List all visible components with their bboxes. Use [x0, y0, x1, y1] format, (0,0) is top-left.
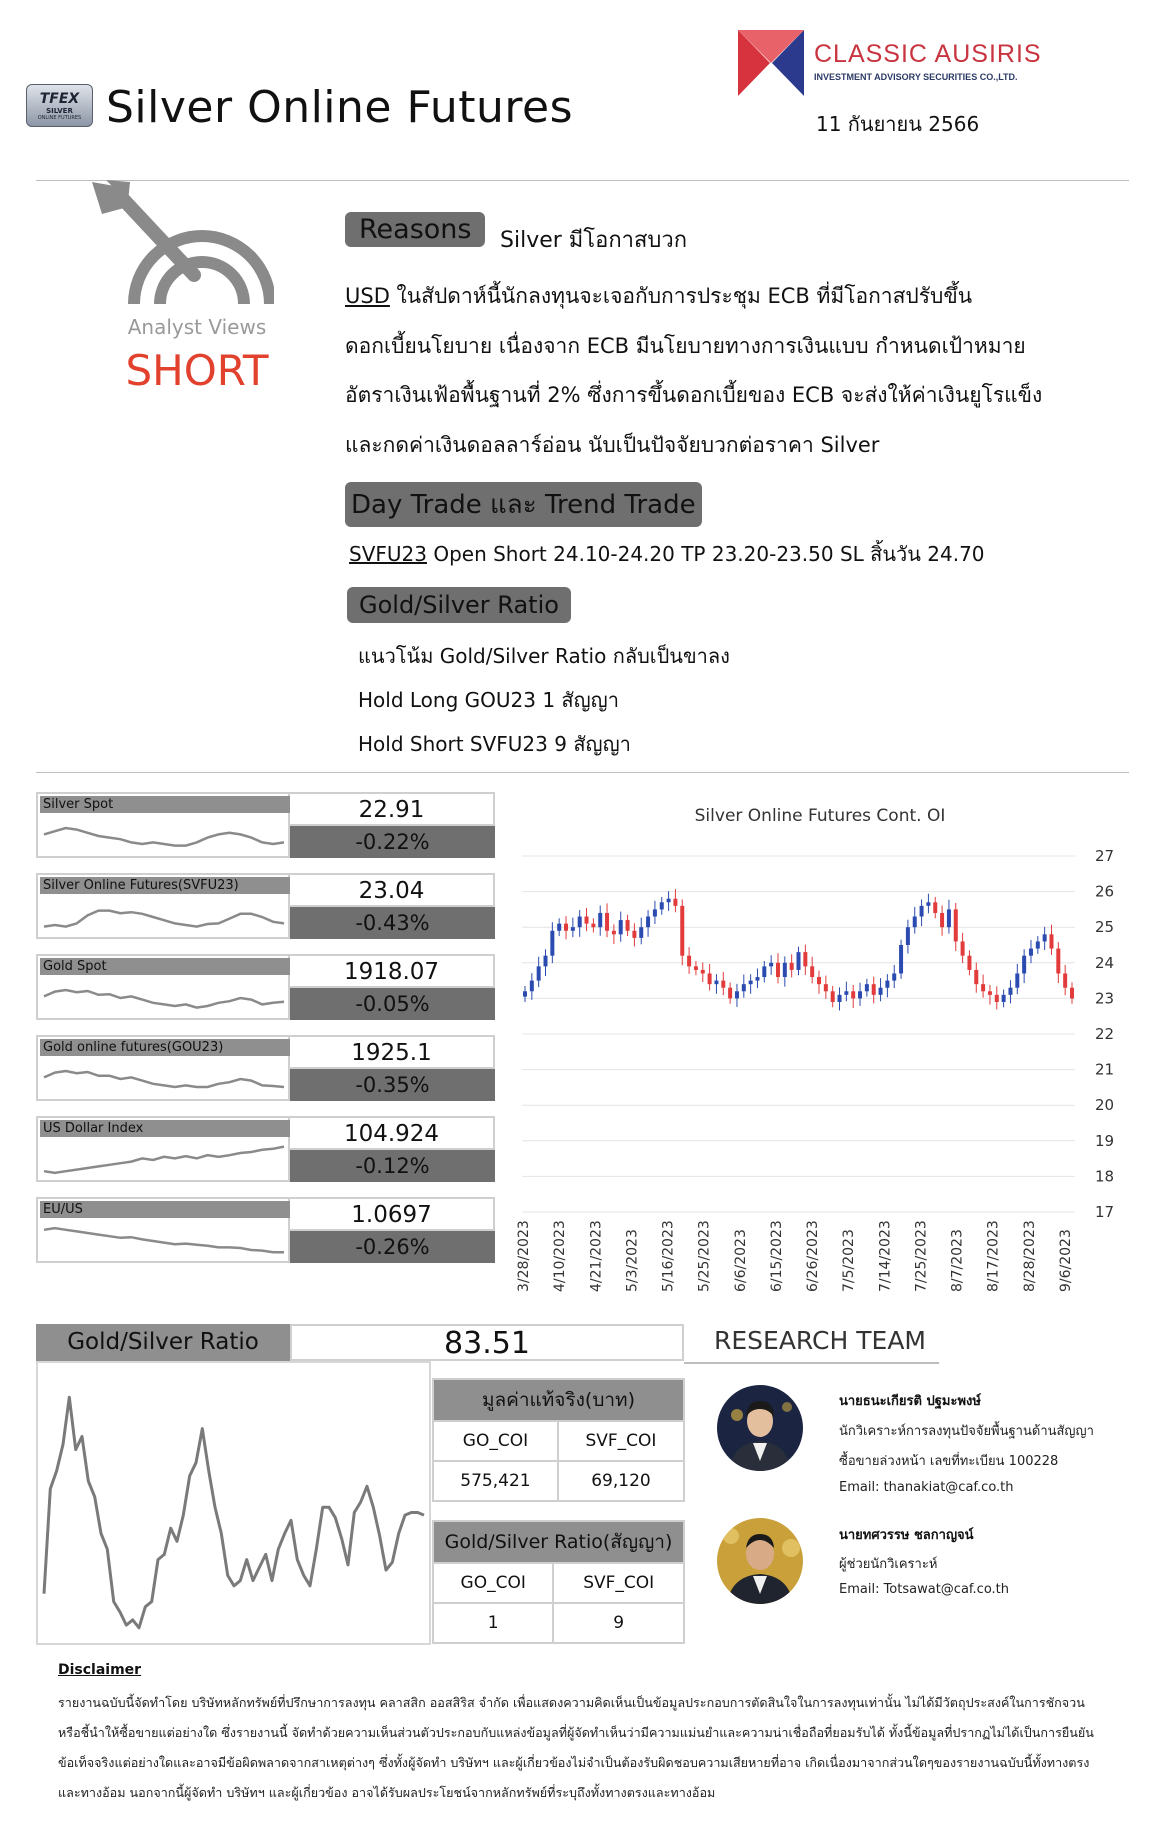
- candle-body: [906, 927, 910, 945]
- sparkline-line: [44, 1071, 284, 1087]
- candle-body: [680, 906, 684, 956]
- candle-body: [762, 966, 766, 977]
- analyst-avatar: [717, 1385, 803, 1471]
- candle-body: [1063, 973, 1067, 987]
- card-label: EU/US: [40, 1201, 290, 1218]
- candle-body: [810, 966, 814, 977]
- y-tick-label: 26: [1095, 882, 1115, 901]
- candle-body: [523, 991, 527, 996]
- market-card: [36, 954, 495, 1020]
- candle-body: [817, 977, 821, 984]
- sparkline-line: [44, 1147, 284, 1173]
- candle-body: [995, 995, 999, 1002]
- sparkline-box: [36, 954, 290, 1020]
- candle-body: [961, 941, 965, 955]
- candle-body: [899, 945, 903, 973]
- candle-body: [1056, 949, 1060, 974]
- candle-body: [824, 984, 828, 991]
- candle-body: [844, 991, 848, 995]
- x-tick-label: 8/17/2023: [985, 1220, 1002, 1292]
- reasons-headline: Silver มีโอกาสบวก: [500, 228, 688, 253]
- candle-body: [858, 991, 862, 998]
- reason-text: ในสัปดาห์นี้นักลงทุนจะเจอกับการประชุม ECB ที่มีโอกาสปรับขึ้น: [389, 284, 973, 308]
- card-value: 1925.1: [290, 1035, 495, 1069]
- y-tick-label: 23: [1095, 989, 1115, 1008]
- candle-body: [571, 927, 575, 931]
- trade-strategy: [349, 538, 985, 570]
- candle-body: [851, 991, 855, 998]
- assistant-avatar: [717, 1518, 803, 1604]
- candle-body: [564, 924, 568, 931]
- candle-body: [1015, 973, 1019, 987]
- candle-body: [591, 924, 595, 928]
- candle-body: [728, 988, 732, 999]
- y-tick-label: 25: [1095, 918, 1115, 937]
- x-tick-label: 7/5/2023: [841, 1229, 858, 1292]
- analyst-views-label: Analyst Views: [127, 315, 267, 339]
- x-tick-label: 7/14/2023: [877, 1220, 894, 1292]
- coi-header-go: GO_COI: [433, 1421, 558, 1461]
- candle-body: [790, 963, 794, 970]
- candle-body: [1036, 941, 1040, 948]
- market-card: [36, 792, 495, 858]
- candle-body: [612, 931, 616, 935]
- research-underline: [684, 1362, 939, 1364]
- ratio-chart-box: [36, 1361, 431, 1645]
- reason-keyword: USD: [345, 284, 390, 308]
- candle-body: [954, 909, 958, 941]
- candle-body: [879, 988, 883, 995]
- candle-body: [783, 963, 787, 977]
- candle-body: [605, 913, 609, 931]
- x-tick-label: 9/6/2023: [1058, 1229, 1074, 1292]
- disclaimer-text: [58, 1688, 1128, 1808]
- gold-silver-ratio-pill: Gold/Silver Ratio: [347, 587, 571, 623]
- y-tick-label: 20: [1095, 1096, 1115, 1115]
- market-card: [36, 1197, 495, 1263]
- ratio-table-title: Gold/Silver Ratio(สัญญา): [433, 1521, 684, 1563]
- x-tick-label: 4/10/2023: [552, 1220, 569, 1292]
- y-tick-label: 19: [1095, 1131, 1115, 1150]
- ratio-strategy-line: Hold Long GOU23 1 สัญญา: [358, 688, 619, 712]
- candle-body: [742, 984, 746, 991]
- candle-body: [550, 931, 554, 956]
- card-label: Gold online futures(GOU23): [40, 1039, 290, 1056]
- ratio-value-go: 1: [433, 1603, 553, 1643]
- chart-title: Silver Online Futures Cont. OI: [694, 806, 946, 826]
- candle-body: [1002, 995, 1006, 1002]
- card-label: Gold Spot: [40, 958, 290, 975]
- section-divider: [36, 772, 1129, 773]
- disclaimer-line: และทางอ้อม นอกจากนี้ผู้จัดทำ บริษัทฯ และผู้เกี่ยวข้อง อาจได้รับผลประโยชน์จากหลักทรัพย์ที่ระบุถึงทั้งทางตรงและทางอ้อม: [58, 1785, 716, 1800]
- candle-body: [578, 917, 582, 928]
- candle-body: [653, 909, 657, 916]
- candle-body: [913, 917, 917, 928]
- candle-body: [872, 984, 876, 995]
- card-sparkline: [42, 1219, 286, 1261]
- gold-silver-ratio-value: 83.51: [290, 1324, 684, 1361]
- candle-body: [749, 981, 753, 985]
- candle-body: [701, 970, 705, 974]
- candle-body: [831, 991, 835, 1002]
- sparkline-line: [44, 990, 284, 1008]
- candle-body: [544, 956, 548, 967]
- card-change: -0.12%: [290, 1150, 495, 1182]
- reason-line: อัตราเงินเฟ้อพื้นฐานที่ 2% ซึ่งการขึ้นดอกเบี้ยของ ECB จะส่งให้ค่าเงินยูโรแข็ง: [345, 383, 1043, 407]
- sparkline-line: [44, 828, 284, 846]
- y-tick-label: 17: [1095, 1203, 1115, 1221]
- candle-body: [865, 984, 869, 991]
- trade-symbol: SVFU23: [349, 542, 427, 566]
- sparkline-box: [36, 873, 290, 939]
- y-tick-label: 18: [1095, 1167, 1115, 1186]
- candle-body: [885, 981, 889, 988]
- disclaimer-line: รายงานฉบับนี้จัดทำโดย บริษัทหลักทรัพย์ที่ปรึกษาการลงทุน คลาสสิก ออสสิริส จำกัด เพื่อแสดงความคิดเห็นเป็นข้อมูลประกอบการตัดสินใจในการลงทุนเท่านั้น ไม่ได้มีวัตถุประสงค์ในการชักจวน: [58, 1695, 1085, 1710]
- candle-body: [967, 956, 971, 970]
- card-change: -0.26%: [290, 1231, 495, 1263]
- candle-body: [598, 913, 602, 927]
- y-tick-label: 24: [1095, 953, 1115, 972]
- ratio-line-chart: [38, 1363, 429, 1643]
- candle-body: [1049, 934, 1053, 948]
- analyst-name: นายธนะเกียรติ ปฐมะพงษ์: [839, 1394, 981, 1409]
- candle-body: [920, 906, 924, 917]
- ratio-header-go: GO_COI: [433, 1563, 553, 1603]
- card-value: 104.924: [290, 1116, 495, 1150]
- coi-header-svf: SVF_COI: [558, 1421, 684, 1461]
- candlestick-chart: [510, 840, 1130, 1310]
- candle-body: [708, 973, 712, 984]
- x-tick-label: 3/28/2023: [516, 1220, 532, 1292]
- candle-body: [557, 924, 561, 931]
- card-value: 1918.07: [290, 954, 495, 988]
- candle-body: [974, 970, 978, 984]
- candle-body: [735, 991, 739, 998]
- candle-body: [803, 952, 807, 966]
- card-value: 1.0697: [290, 1197, 495, 1231]
- candle-body: [797, 952, 801, 970]
- card-value: 22.91: [290, 792, 495, 826]
- logo-text: TFEX: [39, 90, 80, 107]
- ratio-contract-table: [432, 1520, 685, 1644]
- sparkline-line: [44, 1228, 284, 1252]
- analyst-role: นักวิเคราะห์การลงทุนปัจจัยพื้นฐานด้านสัญญา: [839, 1424, 1094, 1439]
- candle-body: [714, 981, 718, 985]
- card-label: Silver Spot: [40, 796, 290, 813]
- logo-sub: SILVER: [46, 106, 73, 115]
- assistant-name: นายทศวรรษ ชลกาญจน์: [839, 1528, 974, 1543]
- card-sparkline: [42, 814, 286, 856]
- candle-body: [1070, 988, 1074, 999]
- reason-line: ดอกเบี้ยนโยบาย เนื่องจาก ECB มีนโยบายทางการเงินแบบ กำหนดเป้าหมาย: [345, 333, 1026, 358]
- sparkline-box: [36, 1116, 290, 1182]
- classic-ausiris-logo-icon: [738, 30, 804, 96]
- y-tick-label: 22: [1095, 1025, 1115, 1043]
- card-label: Silver Online Futures(SVFU23): [40, 877, 290, 894]
- x-tick-label: 5/25/2023: [696, 1220, 713, 1292]
- market-card: [36, 873, 495, 939]
- x-tick-label: 6/26/2023: [805, 1220, 822, 1292]
- gold-silver-ratio-label: Gold/Silver Ratio: [36, 1324, 290, 1361]
- trade-detail: Open Short 24.10-24.20 TP 23.20-23.50 SL สิ้นวัน 24.70: [426, 542, 985, 566]
- candle-body: [1008, 988, 1012, 995]
- reason-line: และกดค่าเงินดอลลาร์อ่อน นับเป็นปัจจัยบวกต่อราคา Silver: [345, 432, 880, 457]
- x-tick-label: 8/7/2023: [949, 1229, 966, 1292]
- x-tick-label: 6/6/2023: [732, 1229, 749, 1292]
- ratio-strategy-line: Hold Short SVFU23 9 สัญญา: [358, 732, 631, 756]
- candle-body: [626, 920, 630, 931]
- candle-body: [1029, 949, 1033, 956]
- candle-body: [667, 899, 671, 903]
- candle-body: [1043, 934, 1047, 941]
- candle-body: [660, 902, 664, 909]
- card-change: -0.22%: [290, 826, 495, 858]
- card-sparkline: [42, 1138, 286, 1180]
- market-card: [36, 1035, 495, 1101]
- research-team-title: RESEARCH TEAM: [714, 1326, 926, 1355]
- coi-table-title: มูลค่าแท้จริง(บาท): [433, 1379, 684, 1421]
- ratio-header-svf: SVF_COI: [553, 1563, 684, 1603]
- logo-sub2: ONLINE FUTURES: [37, 114, 82, 121]
- sparkline-box: [36, 1035, 290, 1101]
- ratio-line: [44, 1397, 424, 1628]
- candle-body: [632, 931, 636, 938]
- page-title: Silver Online Futures: [106, 82, 574, 133]
- broker-name: CLASSIC AUSIRIS: [814, 40, 1042, 68]
- candle-body: [646, 917, 650, 928]
- day-trade-pill: Day Trade และ Trend Trade: [345, 482, 702, 527]
- candle-body: [1022, 956, 1026, 974]
- coi-value-go: 575,421: [433, 1461, 558, 1501]
- assistant-email: Email: Totsawat@caf.co.th: [839, 1582, 1010, 1597]
- x-tick-label: 4/21/2023: [588, 1220, 605, 1292]
- candle-body: [585, 917, 589, 924]
- analyst-signal: SHORT: [125, 346, 269, 395]
- tfex-silver-logo: [26, 84, 93, 127]
- reasons-pill: Reasons: [345, 212, 485, 247]
- card-value: 23.04: [290, 873, 495, 907]
- candle-body: [947, 909, 951, 927]
- reason-line: [345, 272, 1135, 322]
- market-card: [36, 1116, 495, 1182]
- card-change: -0.05%: [290, 988, 495, 1020]
- ratio-strategy-line: แนวโน้ม Gold/Silver Ratio กลับเป็นขาลง: [358, 644, 730, 668]
- x-tick-label: 7/25/2023: [913, 1220, 930, 1292]
- candle-body: [687, 956, 691, 967]
- candle-body: [892, 973, 896, 980]
- candle-body: [776, 963, 780, 977]
- coi-value-svf: 69,120: [558, 1461, 684, 1501]
- assistant-role: ผู้ช่วยนักวิเคราะห์: [839, 1557, 938, 1572]
- card-sparkline: [42, 895, 286, 937]
- candle-body: [755, 977, 759, 981]
- card-sparkline: [42, 976, 286, 1018]
- disclaimer-line: ข้อเท็จจริงแต่อย่างใดและอาจมีข้อผิดพลาดจากสาเหตุต่างๆ ซึ่งทั้งผู้จัดทำ บริษัทฯ และผู้เกี่ยวข้องไม่จำเป็นต้องรับผิดชอบความเสียหายที่อาจ เกิดเนื่องมาจากส่วนใดๆของรายงานฉบับนี้ทั้งทางตรง: [58, 1755, 1090, 1770]
- card-label: US Dollar Index: [40, 1120, 290, 1137]
- candle-body: [981, 984, 985, 991]
- disclaimer-line: หรือชี้นำให้ซื้อขายแต่อย่างใด ซึ่งรายงานนี้ จัดทำด้วยความเห็นส่วนตัวประกอบกับแหล่งข้อมูลที่ผู้จัดทำเห็นว่ามีความแม่นยำและความน่าเชื่อถือที่ยอมรับได้ ทั้งนี้ข้อมูลที่ปรากฏไม่ได้เป็นการยืนยัน: [58, 1725, 1094, 1740]
- x-tick-label: 6/15/2023: [768, 1220, 785, 1292]
- ratio-value-svf: 9: [553, 1603, 684, 1643]
- analyst-role-2: ซื้อขายล่วงหน้า เลขที่ทะเบียน 100228: [839, 1454, 1059, 1469]
- sparkline-line: [44, 911, 284, 927]
- card-sparkline: [42, 1057, 286, 1099]
- sparkline-box: [36, 792, 290, 858]
- candle-body: [537, 966, 541, 980]
- candle-body: [694, 966, 698, 970]
- x-tick-label: 5/3/2023: [624, 1229, 641, 1292]
- candle-body: [639, 927, 643, 938]
- candle-body: [721, 981, 725, 988]
- candle-body: [988, 991, 992, 995]
- analyst-email: Email: thanakiat@caf.co.th: [839, 1480, 1014, 1495]
- candle-body: [926, 902, 930, 906]
- reasons-paragraph: [345, 272, 1135, 470]
- candle-body: [673, 899, 677, 906]
- x-tick-label: 5/16/2023: [660, 1220, 677, 1292]
- target-arrow-icon: [84, 180, 274, 315]
- coi-value-table: [432, 1378, 685, 1502]
- candle-body: [530, 981, 534, 992]
- card-change: -0.35%: [290, 1069, 495, 1101]
- candle-body: [940, 913, 944, 927]
- x-tick-label: 8/28/2023: [1021, 1220, 1038, 1292]
- card-change: -0.43%: [290, 907, 495, 939]
- candle-body: [838, 995, 842, 1002]
- report-date: 11 กันยายน 2566: [816, 112, 980, 136]
- broker-subtitle: INVESTMENT ADVISORY SECURITIES CO.,LTD.: [814, 72, 1018, 82]
- disclaimer-title: Disclaimer: [58, 1662, 142, 1678]
- candle-body: [769, 963, 773, 967]
- candle-body: [933, 902, 937, 913]
- sparkline-box: [36, 1197, 290, 1263]
- y-tick-label: 27: [1095, 847, 1115, 865]
- y-tick-label: 21: [1095, 1060, 1115, 1079]
- candle-body: [619, 920, 623, 934]
